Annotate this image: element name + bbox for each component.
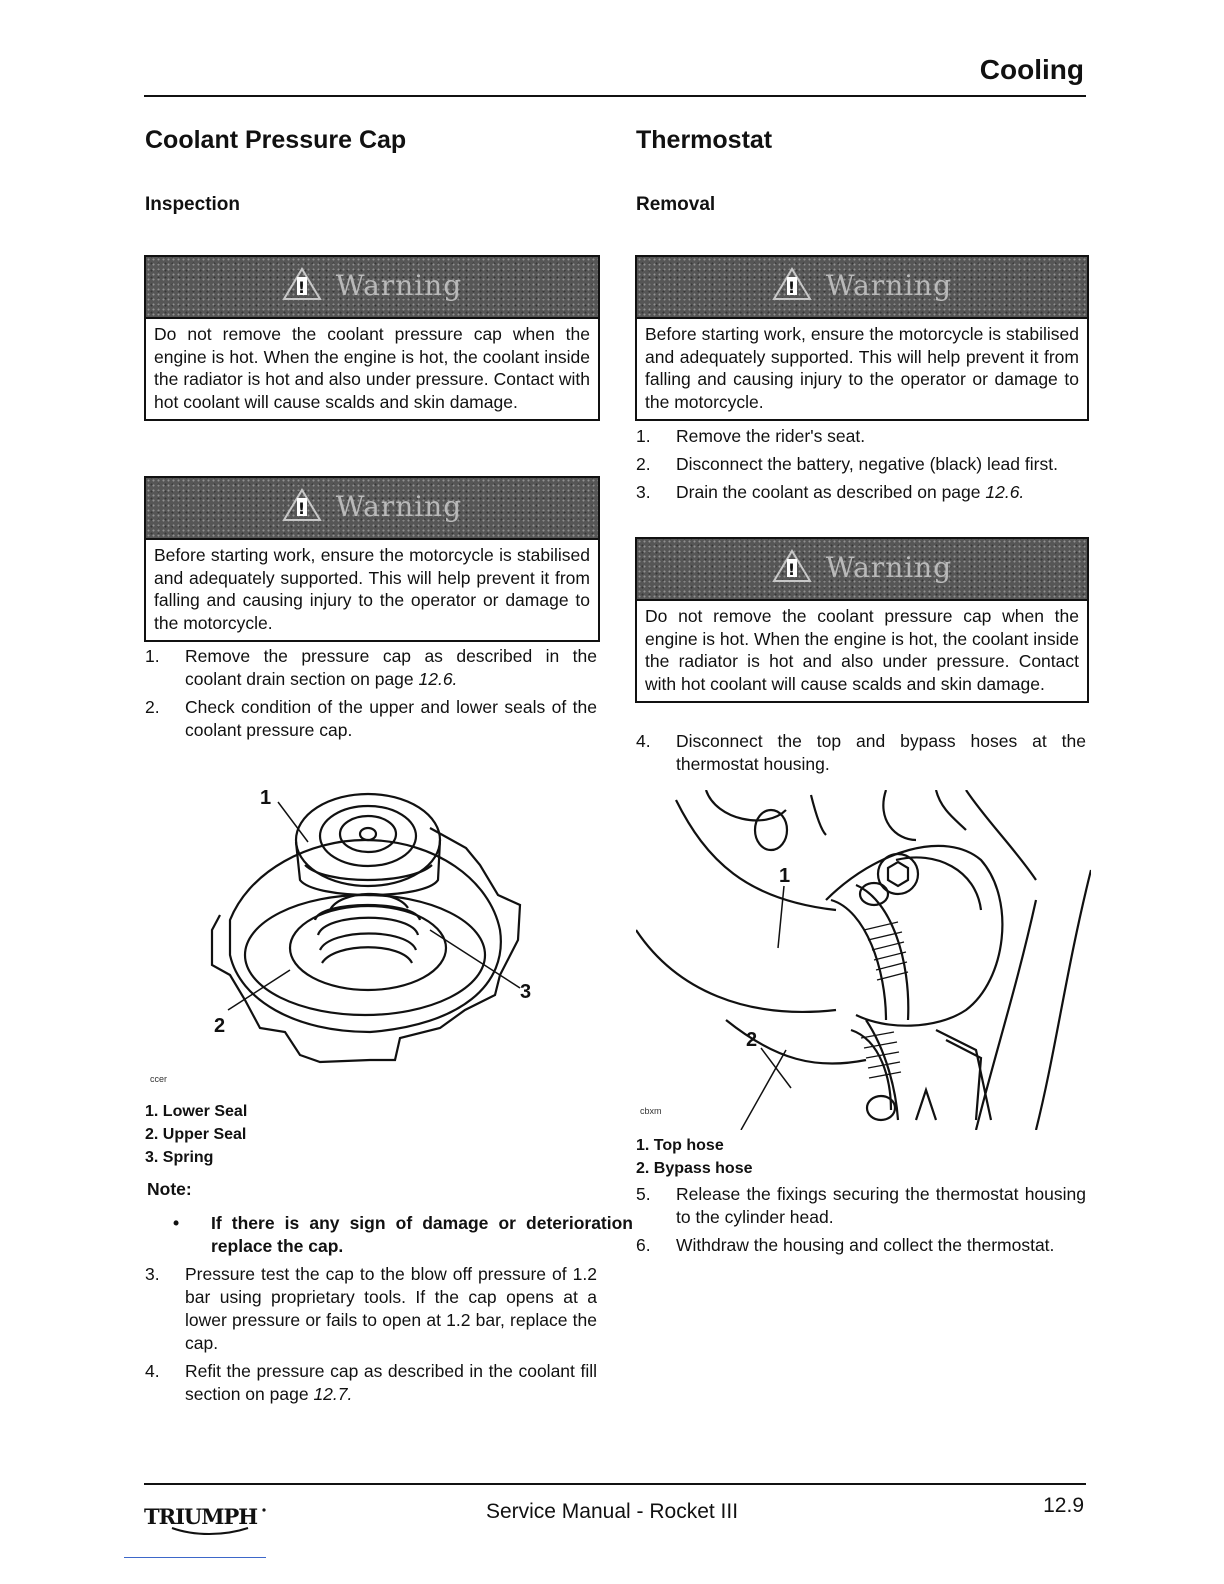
page-number: 12.9 — [1043, 1494, 1084, 1517]
left-warning-2 — [144, 476, 600, 642]
warning-title: Warning — [335, 269, 463, 302]
svg-text:!: ! — [297, 278, 307, 297]
legend-item: 3. Spring — [145, 1149, 214, 1166]
warning-triangle-icon — [282, 488, 322, 522]
left-warning-1 — [144, 255, 600, 421]
list-item: 1. Remove the rider's seat. — [636, 426, 866, 446]
legend-item: 1. Lower Seal — [145, 1103, 248, 1120]
warning-text: Before starting work, ensure the motorcycle is stabilised and adequately supported. This will help prevent it from falling and causing injury to the operator or damage to the motorcycle. — [645, 324, 1079, 412]
section-title: Cooling — [979, 54, 1084, 85]
right-steps-b — [636, 730, 1086, 781]
link-underline — [124, 1557, 266, 1558]
list-item: 6. Withdraw the housing and collect the thermostat. — [636, 1235, 1055, 1255]
bullet: • — [173, 1213, 180, 1233]
list-item: 2. Disconnect the battery, negative (black) lead first. — [636, 454, 1058, 474]
left-steps-b — [145, 1263, 597, 1411]
warning-triangle-icon — [772, 549, 812, 583]
svg-text:TRIUMPH: TRIUMPH — [144, 1504, 258, 1529]
callout-1: 1 — [260, 787, 272, 809]
right-subtitle: Removal — [636, 194, 716, 215]
thermostat-figure — [636, 790, 1091, 1130]
list-item: 1. Remove the pressure cap as described in the coolant drain section on page 12.6. — [145, 646, 597, 689]
warning-text: Do not remove the coolant pressure cap when the engine is hot. When the engine is hot, the coolant inside the radiator is hot and also under pressure. Contact with hot coolant will cause scalds and skin damage. — [154, 324, 590, 412]
note-label: Note: — [147, 1179, 192, 1199]
warning-triangle-icon — [282, 267, 322, 301]
right-title: Thermostat — [636, 126, 773, 154]
warning-header — [637, 257, 1087, 319]
svg-text:!: ! — [787, 278, 797, 297]
note-item: • If there is any sign of damage or deterioration replace the cap. — [173, 1213, 633, 1256]
warning-title: Warning — [825, 269, 953, 302]
right-steps-a — [636, 425, 1086, 509]
warning-text: Before starting work, ensure the motorcycle is stabilised and adequately supported. This will help prevent it from falling and causing injury to the operator or damage to the motorcycle. — [154, 545, 590, 633]
figure-code: ccer — [150, 1074, 168, 1084]
warning-header — [146, 257, 598, 319]
header-rule — [144, 95, 1086, 97]
left-steps-a — [145, 645, 597, 747]
list-item: 3. Drain the coolant as described on page 12.6. — [636, 482, 1025, 502]
warning-title: Warning — [825, 551, 953, 584]
warning-title: Warning — [335, 490, 463, 523]
callout-2: 2 — [746, 1029, 758, 1051]
svg-text:!: ! — [787, 560, 797, 579]
right-warning-2 — [635, 537, 1089, 703]
callout-3: 3 — [520, 981, 532, 1003]
legend-item: 1. Top hose — [636, 1137, 724, 1154]
right-steps-c — [636, 1183, 1086, 1262]
right-figure-legend — [636, 1134, 753, 1180]
left-title: Coolant Pressure Cap — [145, 126, 407, 154]
legend-item: 2. Bypass hose — [636, 1160, 753, 1177]
list-item: 3. Pressure test the cap to the blow off pressure of 1.2 bar using proprietary tools. If the cap opens at a lower pressure or fails to open at 1.2 bar, replace the cap. — [145, 1264, 597, 1353]
warning-header — [637, 539, 1087, 601]
list-item: 4. Disconnect the top and bypass hoses at the thermostat housing. — [636, 731, 1086, 774]
legend-item: 2. Upper Seal — [145, 1126, 247, 1143]
svg-text:!: ! — [297, 499, 307, 518]
list-item: 4. Refit the pressure cap as described in the coolant fill section on page 12.7. — [145, 1361, 597, 1404]
list-item: 5. Release the fixings securing the thermostat housing to the cylinder head. — [636, 1184, 1086, 1227]
footer-rule — [144, 1483, 1086, 1485]
right-warning-1 — [635, 255, 1089, 421]
list-item: 2. Check condition of the upper and lower seals of the coolant pressure cap. — [145, 697, 597, 740]
left-subtitle: Inspection — [145, 194, 241, 215]
warning-triangle-icon — [772, 267, 812, 301]
figure-code: cbxm — [640, 1106, 662, 1116]
callout-1: 1 — [779, 865, 791, 887]
warning-text: Do not remove the coolant pressure cap when the engine is hot. When the engine is hot, the coolant inside the radiator is hot and also under pressure. Contact with hot coolant will cause scalds and skin damage. — [645, 606, 1079, 694]
warning-header — [146, 478, 598, 540]
footer-manual-title: Service Manual - Rocket III — [485, 1500, 739, 1523]
left-figure-legend — [145, 1100, 247, 1169]
callout-2: 2 — [214, 1015, 226, 1037]
pressure-cap-figure — [190, 770, 550, 1080]
